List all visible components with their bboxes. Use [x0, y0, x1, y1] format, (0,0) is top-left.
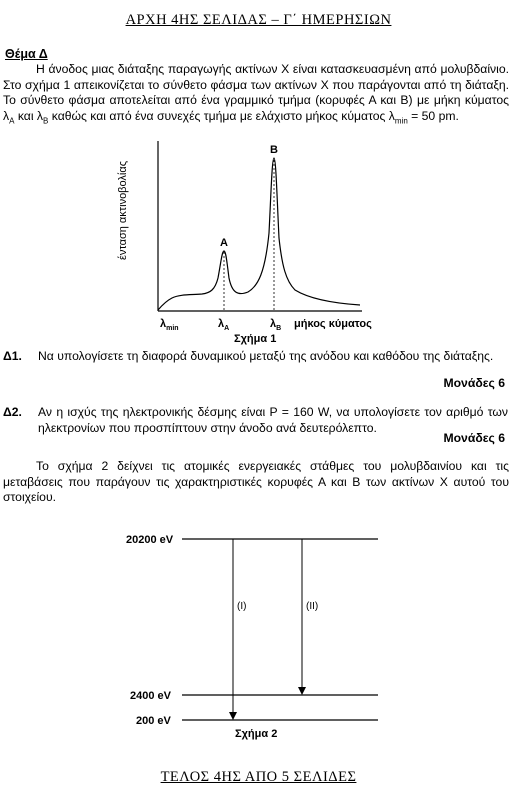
intro-end: = 50 pm. — [407, 108, 459, 123]
intro-mid: και λ — [14, 108, 44, 123]
tick-lambda-b: $\lambda_B$ — [270, 318, 282, 332]
intro-sub-min: min — [394, 116, 408, 126]
question-1-marks: Μονάδες 6 — [443, 376, 505, 390]
intro-mid2: καθώς και από ένα συνεχές τμήμα με ελάχιστο μήκος κύματος λ — [48, 108, 395, 123]
paragraph-2-text: Το σχήμα 2 δείχνει τις ατομικές ενεργειακές στάθμες του μολυβδαινίου και τις μεταβάσεις που παράγουν τις χαρακτηριστικές κορυφές Α και Β των ακτίνων Χ αυτού του στοιχείου. — [3, 459, 509, 505]
figure-1-spectrum — [110, 138, 390, 346]
peak-a-label: Α — [220, 237, 228, 249]
figure-1-caption: Σχήμα 1 — [234, 333, 277, 345]
level-bot-label: 200 eV — [136, 715, 171, 727]
section-title: Θέμα Δ — [5, 47, 48, 61]
question-1-text: Να υπολογίσετε τη διαφορά δυναμικού μεταξύ της ανόδου και καθόδου της διάταξης. — [38, 349, 494, 363]
arrow-head-2 — [298, 687, 306, 695]
arrow-2-label: (ΙΙ) — [306, 601, 319, 612]
question-2-number: Δ2. — [3, 405, 22, 419]
x-axis-label: μήκος κύματος — [294, 318, 372, 330]
peak-b-label: Β — [270, 144, 278, 156]
arrow-head-1 — [229, 712, 237, 720]
figure-2-energy-levels — [120, 525, 390, 743]
question-2-text: Αν η ισχύς της ηλεκτρονικής δέσμης είναι P = 160 W, να υπολογίσετε τον αριθμό των ηλεκτρονίων που προσπίπτουν στην άνοδο ανά δευτερόλεπτο. — [38, 405, 508, 435]
spectrum-curve — [158, 158, 360, 310]
tick-lambda-min: $\lambda_{min}$ — [160, 318, 179, 332]
intro-text: Η άνοδος μιας διάταξης παραγωγής ακτίνων Χ είναι κατασκευασμένη από μολυβδαίνιο. Στο σχήμα 1 απεικονίζεται το σύνθετο φάσμα των ακτίνων Χ που παράγονται από τη διάταξη. Το σύνθετο φάσμα αποτελείται από ένα γραμμικό τμήμα (κορυφές Α και Β) με μήκη κύματος λ — [3, 62, 509, 123]
arrow-1-label: (Ι) — [237, 601, 247, 612]
question-2-marks: Μονάδες 6 — [443, 431, 505, 445]
figure-2-caption: Σχήμα 2 — [235, 728, 278, 740]
paragraph-2 — [3, 459, 509, 506]
level-mid-label: 2400 eV — [130, 690, 171, 702]
question-1-number: Δ1. — [3, 349, 22, 363]
intro-paragraph — [3, 62, 509, 129]
page-footer: ΤΕΛΟΣ 4ΗΣ ΑΠΟ 5 ΣΕΛΙΔΕΣ — [160, 769, 357, 785]
intro-sub-a: Α — [9, 116, 15, 126]
level-top-label: 20200 eV — [126, 534, 174, 546]
intro-sub-b: Β — [43, 116, 49, 126]
page-header: ΑΡΧΗ 4ΗΣ ΣΕΛΙΔΑΣ – Γ΄ ΗΜΕΡΗΣΙΩΝ — [125, 12, 392, 28]
y-axis-label: ένταση ακτινοβολίας — [117, 160, 129, 260]
tick-lambda-a: $\lambda_A$ — [218, 318, 230, 332]
